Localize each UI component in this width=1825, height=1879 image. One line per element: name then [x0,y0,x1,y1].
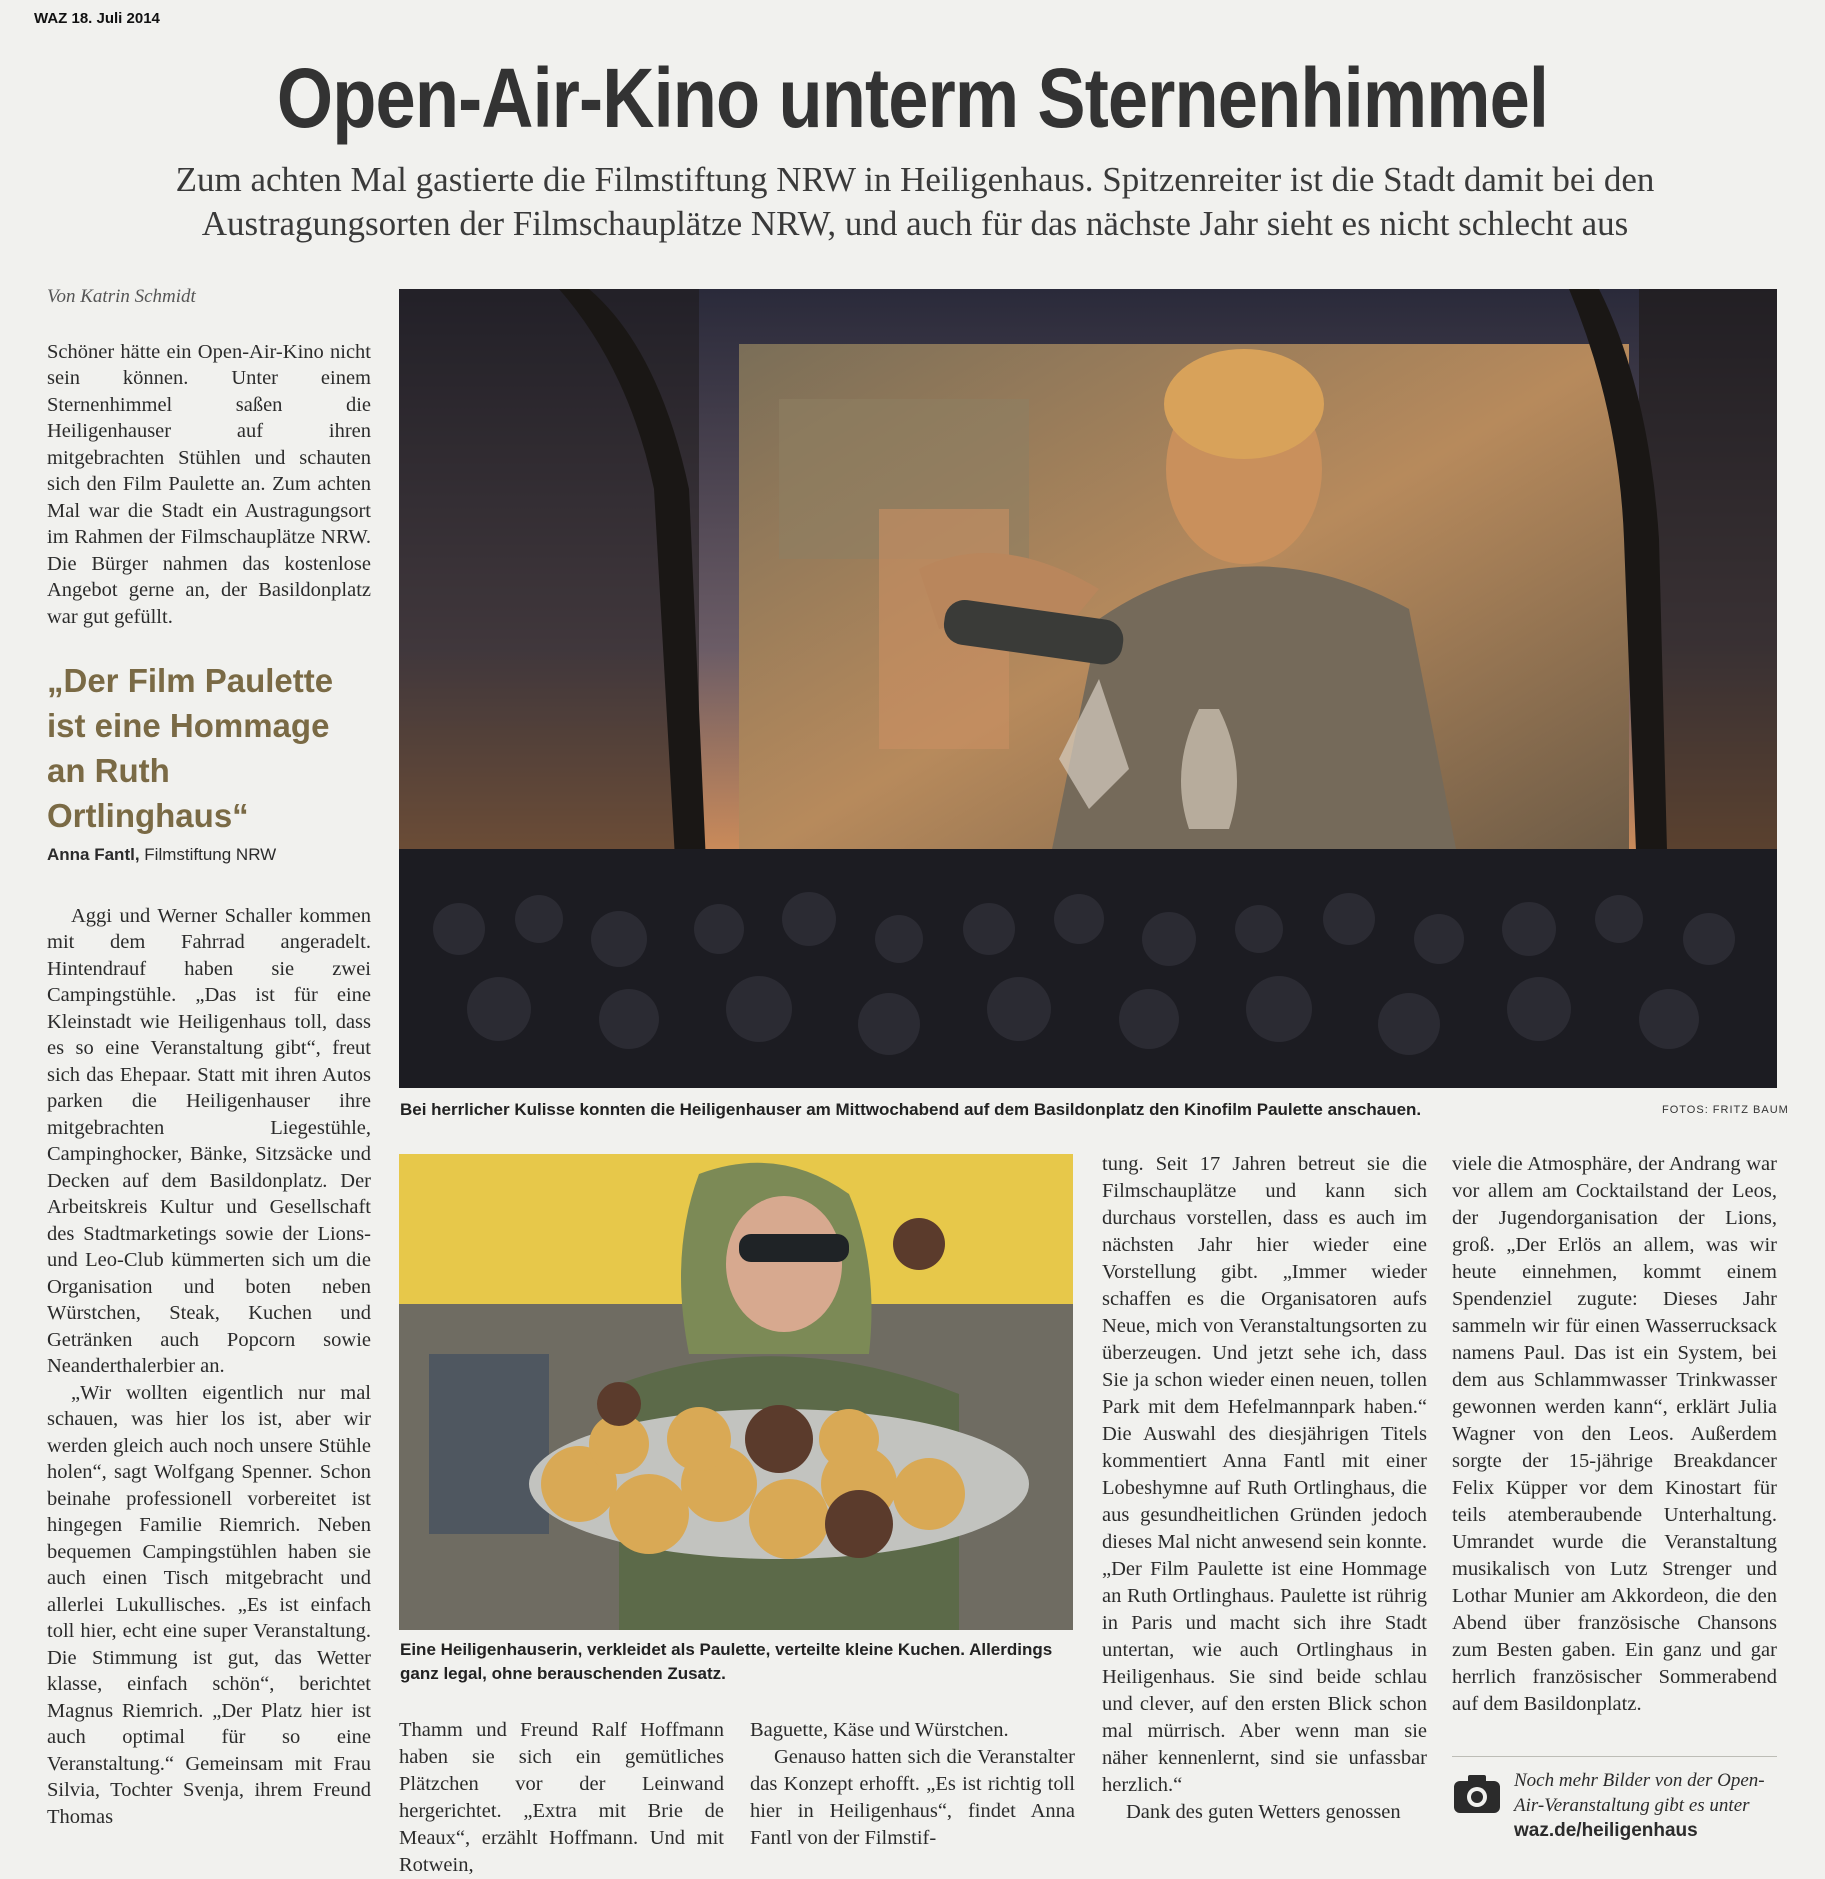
quote-role: Filmstiftung NRW [139,845,277,864]
body-paragraph: Dank des guten Wetters genossen [1126,1801,1401,1823]
infobox-intro: Noch mehr Bilder von der Open-Air-Veranstaltung gibt es unter [1514,1770,1765,1816]
main-photo-illustration [399,289,1777,1088]
body-paragraph: „Wir wollten eigentlich nur mal schauen, was hier los ist, aber wir werden gleich auch noch unsere Stühle holen“, sagt Wolfgang Spenner. Schon beinahe professionell vorbereitet ist hingegen Familie Riemrich. Neben bequemen Campingstühlen haben sie auch einen Tisch mitgebracht und allerlei Lukullisches. „Es ist einfach toll hier, echt eine super Veranstaltung. Die Stimmung ist gut, das Wetter klasse, einfach schön“, berichtet Magnus Riemrich. „Der Platz hier ist auch optimal für so eine Veranstaltung.“ Gemeinsam mit Frau Silvia, Tochter Svenja, ihrem Freund Thomas [47,1381,371,1828]
main-photo-caption: Bei herrlicher Kulisse konnten die Heiligenhauser am Mittwochabend auf dem Basildonplatz den Kinofilm Paulette anschauen. [400,1100,1422,1119]
photo-credit: FOTOS: FRITZ BAUM [1662,1104,1789,1116]
left-column [47,284,371,1830]
infobox-link[interactable]: waz.de/heiligenhaus [1514,1820,1698,1841]
body-paragraph: Thamm und Freund Ralf Hoffmann haben sie sich ein gemütliches Plätzchen vor der Leinwand hergerichtet. „Extra mit Brie de Meaux“, erzählt Hoffmann. Und mit Rotwein, [399,1719,724,1876]
body-paragraph: tung. Seit 17 Jahren betreut sie die Filmschauplätze und kann sich durchaus vorstellen, dass es auch im nächsten Jahr hier wieder eine Vorstellung gibt. „Immer wieder schaffen es die Organisatoren aufs Neue, mich von Veranstaltungsorten zu überzeugen. Und jetzt sehe ich, dass Sie ja schon wieder einen neuen, tollen Park mit dem Hefelmannpark haben.“ Die Auswahl des diesjährigen Titels kommentiert Anna Fantl mit einer Lobeshymne auf Ruth Ortlinghaus, die aus gesundheitlichen Gründen jedoch dieses Mal nicht anwesend sein konnte. „Der Film Paulette ist eine Hommage an Ruth Ortlinghaus. Paulette ist rührig in Paris und macht sich ihre Stadt untertan, wie auch Ortlinghaus in Heiligenhaus. Sie sind beide schlau und clever, auf den ersten Blick schon mal mürrisch. Aber wenn man sie näher kennenlernt, sind sie unfassbar herzlich.“ [1102,1153,1427,1796]
column-3 [750,1717,1075,1852]
byline: Von Katrin Schmidt [47,286,196,307]
body-paragraph: Genauso hatten sich die Veranstalter das Konzept erhofft. „Es ist richtig toll hier in Heiligenhaus“, findet Anna Fantl von der Filmstif- [750,1746,1075,1849]
body-paragraph: Aggi und Werner Schaller kommen mit dem Fahrrad angeradelt. Hintendrauf haben sie zwei Campingstühle. „Das ist für eine Kleinstadt wie Heiligenhaus toll, dass es so eine Veranstaltung gibt“, freut sich das Ehepaar. Statt mit ihren Autos parken die Heiligenhauser ihre mitgebrachten Liegestühle, Campinghocker, Bänke, Sitzsäcke und Decken auf dem Basildonplatz. Der Arbeitskreis Kultur und Gesellschaft des Stadtmarketings sowie der Lions- und Leo-Club kümmerten sich um die Organisation und boten neben Würstchen, Steak, Kuchen und Getränken auch Popcorn sowie Neanderthalerbier an. [47,904,371,1377]
small-photo-muffins [399,1154,1073,1630]
infobox-divider [1452,1756,1777,1757]
infobox [1452,1768,1782,1843]
body-paragraph: Baguette, Käse und Würstchen. [750,1719,1009,1741]
intro-paragraph: Schöner hätte ein Open-Air-Kino nicht sein können. Unter einem Sternenhimmel saßen die Heiligenhauser auf ihren mitgebrachten Stühlen und schauten sich den Film Paulette an. Zum achten Mal war die Stadt ein Austragungsort im Rahmen der Filmschauplätze NRW. Die Bürger nahmen das kostenlose Angebot gerne an, der Basildonplatz war gut gefüllt. [47,340,371,628]
column-2 [399,1717,724,1879]
main-photo-open-air-cinema [399,289,1777,1088]
small-photo-caption: Eine Heiligenhauserin, verkleidet als Paulette, verteilte kleine Kuchen. Allerdings ganz legal, ohne berauschenden Zusatz. [400,1640,1053,1683]
body-paragraph: viele die Atmosphäre, der Andrang war vor allem am Cocktailstand der Leos, der Jugendorganisation der Lions, groß. „Der Erlös an allem, was wir heute einnehmen, kommt einem Spendenziel zugute: Dieses Jahr sammeln wir für einen Wasserrucksack namens Paul. Das ist ein System, bei dem aus Schlammwasser Trinkwasser gewonnen werden kann“, erklärt Julia Wagner von den Leos. Außerdem sorgte der 15-jährige Breakdancer Felix Küpper vor dem Kinostart für teils atemberaubende Unterhaltung. Umrandet wurde die Veranstaltung musikalisch von Lutz Strenger und Lothar Munier am Akkordeon, die den Abend über französische Chansons zum Besten gaben. Ein ganz und gar herrlich französischer Sommerabend auf dem Basildonplatz. [1452,1153,1777,1715]
pull-quote-source [47,842,371,869]
small-photo-illustration [399,1154,1073,1630]
subheadline: Zum achten Mal gastierte die Filmstiftung NRW in Heiligenhaus. Spitzenreiter ist die Stadt damit bei den Austragungsorten der Filmschauplätze NRW, und auch für das nächste Jahr sieht es nicht schlecht aus [175,160,1655,243]
pull-quote: „Der Film Paulette ist eine Hommage an Ruth Ortlinghaus“ [47,662,334,834]
newspaper-source: WAZ 18. Juli 2014 [34,10,160,27]
headline: Open-Air-Kino unterm Sternenhimmel [276,51,1549,145]
infobox-text [1452,1768,1782,1843]
column-5 [1452,1151,1777,1718]
quote-author: Anna Fantl, [47,845,140,864]
column-4 [1102,1151,1427,1826]
